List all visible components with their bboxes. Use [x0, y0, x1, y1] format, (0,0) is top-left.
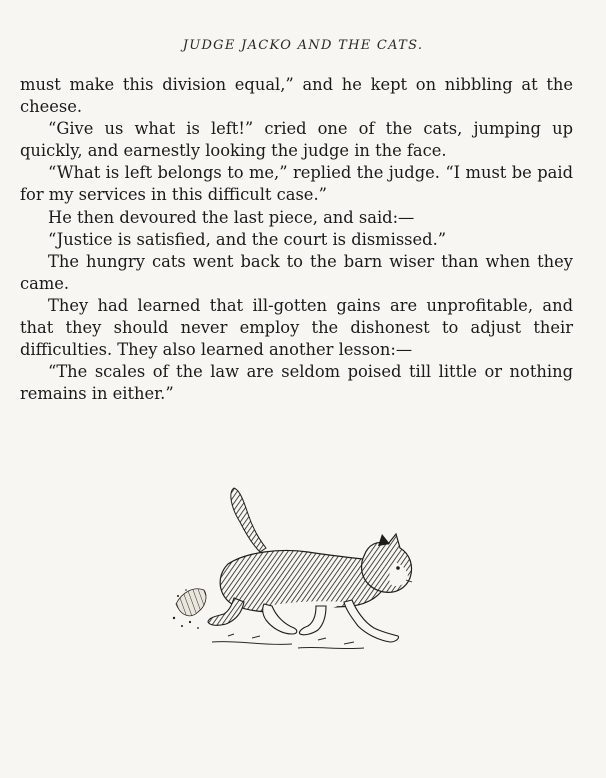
paragraph: They had learned that ill-gotten gains are unprofitable, and that they should never employ the dishonest to adjust their difficulties. They also learned another lesson:— [20, 295, 573, 360]
paragraph: “Give us what is left!” cried one of the cats, jumping up quickly, and earnestly looking the judge in the face. [20, 119, 573, 161]
paragraph: “Justice is satisfied, and the court is dismissed.” [48, 229, 447, 249]
paragraph: He then devoured the last piece, and said:— [48, 207, 415, 227]
running-head: JUDGE JACKO AND THE CATS. [182, 38, 424, 53]
paragraph: The hungry cats went back to the barn wiser than when they came. [20, 251, 573, 293]
paragraph: must make this division equal,” and he kept on nibbling at the cheese. [20, 75, 573, 117]
walking-cat-illustration [168, 478, 430, 660]
paragraph: “The scales of the law are seldom poised till little or nothing remains in either.” [20, 362, 573, 404]
body-text [20, 74, 573, 405]
paragraph: “What is left belongs to me,” replied the judge. “I must be paid for my services in this difficult case.” [20, 163, 573, 205]
